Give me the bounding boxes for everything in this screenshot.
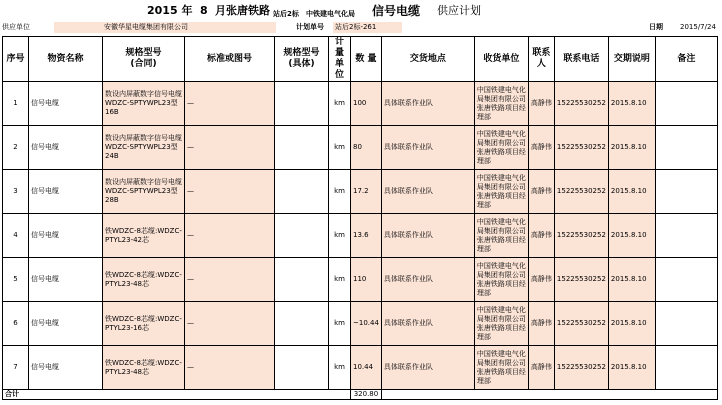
row-due: 2015.8.10 — [608, 170, 655, 214]
table-row — [3, 82, 718, 126]
row-std: — — [185, 258, 275, 302]
row-note — [655, 126, 717, 170]
row-unit: km — [329, 346, 351, 390]
row-unit: km — [329, 170, 351, 214]
title-material: 信号电缆 — [372, 4, 421, 18]
row-spec: 铁WDZC-8芯缆:WDZC-PTYL23-42芯 — [103, 214, 185, 258]
row-phone: 15225530252 — [554, 126, 608, 170]
row-due: 2015.8.10 — [608, 214, 655, 258]
row-place: 具体联系作业队 — [381, 170, 474, 214]
col-header-receiver: 收货单位 — [474, 37, 528, 82]
total-label: 合计 — [3, 390, 351, 400]
row-contact: 高静伟 — [528, 126, 554, 170]
col-header-std: 标准或图号 — [185, 37, 275, 82]
table-header-row — [3, 37, 718, 82]
row-qty: 100 — [351, 82, 382, 126]
row-no: 3 — [3, 170, 29, 214]
row-std: — — [185, 170, 275, 214]
row-spec2 — [275, 258, 329, 302]
row-spec2 — [275, 82, 329, 126]
row-receiver: 中国铁建电气化局集团有限公司张唐铁路项目经理部 — [474, 82, 528, 126]
row-due: 2015.8.10 — [608, 126, 655, 170]
row-qty: 10.44 — [351, 346, 382, 390]
col-header-note: 备注 — [655, 37, 717, 82]
row-receiver: 中国铁建电气化局集团有限公司张唐铁路项目经理部 — [474, 126, 528, 170]
row-note — [655, 82, 717, 126]
row-unit: km — [329, 214, 351, 258]
row-std: — — [185, 302, 275, 346]
row-std: — — [185, 214, 275, 258]
col-header-due: 交期说明 — [608, 37, 655, 82]
row-spec: 铁WDZC-8芯缆:WDZC-PTYL23-48芯 — [103, 346, 185, 390]
title-line: 月张唐铁路 — [215, 4, 270, 17]
table-row — [3, 170, 718, 214]
row-receiver: 中国铁建电气化局集团有限公司张唐铁路项目经理部 — [474, 346, 528, 390]
row-phone: 15225530252 — [554, 302, 608, 346]
col-header-spec: 规格型号 (合同) — [103, 37, 185, 82]
row-phone: 15225530252 — [554, 214, 608, 258]
row-contact: 高静伟 — [528, 82, 554, 126]
row-contact: 高静伟 — [528, 346, 554, 390]
row-note — [655, 346, 717, 390]
row-no: 7 — [3, 346, 29, 390]
row-note — [655, 214, 717, 258]
row-std: — — [185, 126, 275, 170]
row-spec2 — [275, 302, 329, 346]
row-name: 信号电缆 — [29, 346, 103, 390]
row-due: 2015.8.10 — [608, 82, 655, 126]
date-label: 日期 — [649, 23, 663, 31]
row-name: 信号电缆 — [29, 170, 103, 214]
row-spec2 — [275, 214, 329, 258]
col-header-spec2: 规格型号 (具体) — [275, 37, 329, 82]
col-header-unit: 计量 单位 — [329, 37, 351, 82]
row-qty: 80 — [351, 126, 382, 170]
row-std: — — [185, 82, 275, 126]
table-row — [3, 126, 718, 170]
row-note — [655, 302, 717, 346]
row-due: 2015.8.10 — [608, 302, 655, 346]
row-place: 具体联系作业队 — [381, 82, 474, 126]
row-unit: km — [329, 258, 351, 302]
row-spec: 数设内屏蔽数字信号电缆 WDZC-SPTYWPL23型 24B — [103, 126, 185, 170]
row-contact: 高静伟 — [528, 170, 554, 214]
row-place: 具体联系作业队 — [381, 214, 474, 258]
row-phone: 15225530252 — [554, 258, 608, 302]
col-header-phone: 联系电话 — [554, 37, 608, 82]
row-spec2 — [275, 346, 329, 390]
row-phone: 15225530252 — [554, 346, 608, 390]
col-header-no: 序号 — [3, 37, 29, 82]
row-no: 5 — [3, 258, 29, 302]
col-header-qty: 数 量 — [351, 37, 382, 82]
row-note — [655, 170, 717, 214]
row-name: 信号电缆 — [29, 82, 103, 126]
table-row — [3, 258, 718, 302]
total-qty: 320.80 — [351, 390, 382, 400]
row-name: 信号电缆 — [29, 302, 103, 346]
col-header-place: 交货地点 — [381, 37, 474, 82]
row-receiver: 中国铁建电气化局集团有限公司张唐铁路项目经理部 — [474, 258, 528, 302]
row-unit: km — [329, 126, 351, 170]
row-contact: 高静伟 — [528, 214, 554, 258]
row-spec: 数设内屏蔽数字信号电缆 WDZC-SPTYWPL23型 16B — [103, 82, 185, 126]
row-due: 2015.8.10 — [608, 258, 655, 302]
row-phone: 15225530252 — [554, 170, 608, 214]
row-place: 具体联系作业队 — [381, 126, 474, 170]
row-name: 信号电缆 — [29, 126, 103, 170]
row-contact: 高静伟 — [528, 258, 554, 302]
row-unit: km — [329, 302, 351, 346]
row-std: — — [185, 346, 275, 390]
row-qty: 13.6 — [351, 214, 382, 258]
row-no: 2 — [3, 126, 29, 170]
row-no: 6 — [3, 302, 29, 346]
row-place: 具体联系作业队 — [381, 258, 474, 302]
row-unit: km — [329, 82, 351, 126]
row-receiver: 中国铁建电气化局集团有限公司张唐铁路项目经理部 — [474, 170, 528, 214]
row-place: 具体联系作业队 — [381, 346, 474, 390]
row-spec: 铁WDZC-8芯缆:WDZC-PTYL23-48芯 — [103, 258, 185, 302]
title-year: 2015 年 — [147, 4, 193, 17]
title-section: 站后2标 — [273, 10, 299, 18]
row-qty: 110 — [351, 258, 382, 302]
title-plan: 供应计划 — [437, 4, 481, 17]
total-filler — [381, 390, 717, 400]
row-place: 具体联系作业队 — [381, 302, 474, 346]
date-value: 2015/7/24 — [680, 23, 716, 31]
row-spec: 数设内屏蔽数字信号电缆 WDZC-SPTYWPL23型 28B — [103, 170, 185, 214]
table-row — [3, 346, 718, 390]
row-receiver: 中国铁建电气化局集团有限公司张唐铁路项目经理部 — [474, 302, 528, 346]
table-row — [3, 302, 718, 346]
total-row — [3, 390, 718, 400]
row-name: 信号电缆 — [29, 258, 103, 302]
supplier-label: 供应单位 — [2, 23, 30, 31]
row-no: 1 — [3, 82, 29, 126]
col-header-name: 物资名称 — [29, 37, 103, 82]
row-receiver: 中国铁建电气化局集团有限公司张唐铁路项目经理部 — [474, 214, 528, 258]
row-name: 信号电缆 — [29, 214, 103, 258]
row-spec2 — [275, 126, 329, 170]
row-spec2 — [275, 170, 329, 214]
row-qty: ~10.44 — [351, 302, 382, 346]
title-bureau: 中铁建电气化局 — [306, 10, 355, 18]
supplier-value: 安徽华星电缆集团有限公司 — [54, 22, 276, 33]
plan-no-label: 计划单号 — [296, 23, 324, 31]
row-note — [655, 258, 717, 302]
title-month: 8 — [200, 4, 208, 17]
row-qty: 17.2 — [351, 170, 382, 214]
table-row — [3, 214, 718, 258]
plan-table — [2, 36, 718, 400]
row-phone: 15225530252 — [554, 82, 608, 126]
row-no: 4 — [3, 214, 29, 258]
plan-no-value: 站后2标-261 — [333, 22, 402, 33]
col-header-contact: 联系 人 — [528, 37, 554, 82]
row-due: 2015.8.10 — [608, 346, 655, 390]
row-contact: 高静伟 — [528, 302, 554, 346]
row-spec: 铁WDZC-8芯缆:WDZC-PTYL23-16芯 — [103, 302, 185, 346]
